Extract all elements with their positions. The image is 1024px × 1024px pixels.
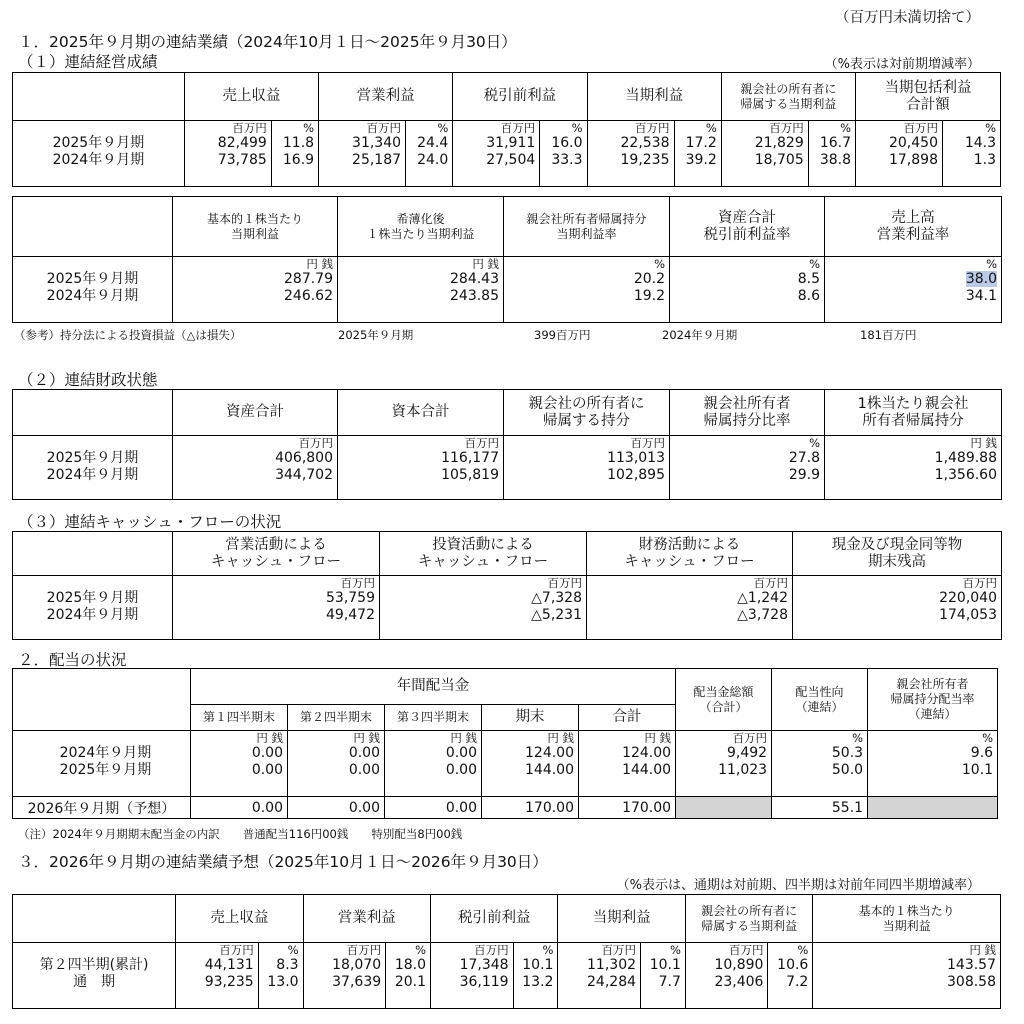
forecast-q3: 0.00 — [385, 797, 482, 819]
col-basic-eps: 基本的１株当たり 当期利益 — [173, 197, 338, 257]
col-equity-ratio: 親会社所有者 帰属持分比率 — [670, 390, 825, 436]
total-values: 円 銭 124.00 144.00 — [579, 731, 676, 797]
comprehensive-pct: % 14.3 1.3 — [942, 121, 1000, 187]
operating-pct: % 18.0 20.1 — [386, 943, 431, 1009]
dividends-title: ２．配当の状況 — [18, 651, 127, 669]
comprehensive-values: 百万円 20,450 17,898 — [856, 121, 943, 187]
col-net-profit: 当期利益 — [558, 895, 685, 943]
operating-values: 百万円 18,070 37,639 — [303, 943, 386, 1009]
roa-values: % 8.5 8.6 — [670, 257, 825, 323]
q1-values: 円 銭 0.00 0.00 — [191, 731, 288, 797]
forecast-payout-ratio: 55.1 — [772, 797, 868, 819]
pretax-values: 百万円 17,348 36,119 — [431, 943, 514, 1009]
col-payout-ratio: 配当性向 （連結） — [772, 669, 868, 731]
operating-values: 百万円 31,340 25,187 — [319, 121, 406, 187]
row-labels: 2025年９月期 2024年９月期 — [13, 257, 173, 323]
col-roa: 資産合計 税引前利益率 — [670, 197, 825, 257]
ref-period-1: 2025年９月期 — [338, 328, 414, 342]
ref-value-2: 181百万円 — [860, 328, 917, 342]
total-dividends-values: 百万円 9,492 11,023 — [676, 731, 772, 797]
cash-flow-title: （３）連結キャッシュ・フローの状況 — [18, 513, 282, 531]
col-equity-attrib-owners: 親会社の所有者に 帰属する持分 — [504, 390, 670, 436]
cash-balance-values: 百万円 220,040 174,053 — [793, 576, 1002, 640]
col-comprehensive-income: 当期包括利益 合計額 — [856, 73, 1001, 121]
revenue-values: 百万円 44,131 93,235 — [176, 943, 259, 1009]
highlighted-value: 38.0 — [965, 271, 997, 287]
row-labels: 2025年９月期 2024年９月期 — [13, 576, 173, 640]
operating-cf-values: 百万円 53,759 49,472 — [173, 576, 380, 640]
col-year-end: 期末 — [482, 705, 579, 731]
total-assets-values: 百万円 406,800 344,702 — [173, 436, 338, 500]
financing-cf-values: 百万円 △1,242 △3,728 — [587, 576, 793, 640]
per-share-table — [12, 196, 1002, 323]
forecast-total: 170.00 — [579, 797, 676, 819]
col-q2-end: 第２四半期末 — [288, 705, 385, 731]
col-revenue: 売上収益 — [184, 73, 318, 121]
eps-values: 円 銭 143.57 308.58 — [813, 943, 1001, 1009]
net-values: 百万円 11,302 24,284 — [558, 943, 641, 1009]
year-end-values: 円 銭 124.00 144.00 — [482, 731, 579, 797]
q3-values: 円 銭 0.00 0.00 — [385, 731, 482, 797]
col-financing-cf: 財務活動による キャッシュ・フロー — [587, 532, 793, 576]
revenue-pct: % 11.8 16.9 — [271, 121, 318, 187]
attrib-pct: % 10.6 7.2 — [768, 943, 813, 1009]
col-operating-profit: 営業利益 — [303, 895, 430, 943]
col-total-equity: 資本合計 — [338, 390, 504, 436]
col-operating-cf: 営業活動による キャッシュ・フロー — [173, 532, 380, 576]
financial-position-title: （２）連結財政状態 — [18, 371, 158, 389]
equity-attrib-values: 百万円 113,013 102,895 — [504, 436, 670, 500]
col-pretax-profit: 税引前利益 — [453, 73, 587, 121]
forecast-year-end: 170.00 — [482, 797, 579, 819]
operating-results-table — [12, 72, 1001, 187]
col-investing-cf: 投資活動による キャッシュ・フロー — [380, 532, 587, 576]
col-q1-end: 第１四半期末 — [191, 705, 288, 731]
roe-values: % 20.2 19.2 — [504, 257, 670, 323]
attrib-pct: % 16.7 38.8 — [808, 121, 855, 187]
equity-ratio-values: % 27.8 29.9 — [670, 436, 825, 500]
operating-margin-values: % 38.0 34.1 — [825, 257, 1002, 323]
col-roe: 親会社所有者帰属持分 当期利益率 — [504, 197, 670, 257]
col-operating-margin: 売上高 営業利益率 — [825, 197, 1002, 257]
pct-note: （%表示は対前期増減率） — [824, 57, 980, 72]
forecast-pct-note: （%表示は、通期は対前期、四半期は対前年同四半期増減率） — [616, 878, 980, 893]
col-bps: 1株当たり親会社 所有者帰属持分 — [825, 390, 1002, 436]
q2-values: 円 銭 0.00 0.00 — [288, 731, 385, 797]
row-labels: 2025年９月期 2024年９月期 — [13, 121, 185, 187]
operating-pct: % 24.4 24.0 — [406, 121, 453, 187]
corner-cell — [13, 532, 173, 576]
col-total: 合計 — [579, 705, 676, 731]
section-1-title: １．2025年９月期の連結業績（2024年10月１日～2025年９月30日） — [18, 33, 517, 51]
corner-cell — [13, 895, 176, 943]
ref-value-1: 399百万円 — [534, 328, 591, 342]
forecast-total-dividends — [676, 797, 772, 819]
col-revenue: 売上収益 — [176, 895, 303, 943]
pretax-pct: % 10.1 13.2 — [513, 943, 558, 1009]
dividends-table — [12, 668, 998, 819]
pretax-values: 百万円 31,911 27,504 — [453, 121, 540, 187]
net-values: 百万円 22,538 19,235 — [587, 121, 674, 187]
diluted-eps-values: 円 銭 284.43 243.85 — [338, 257, 504, 323]
row-labels: 2025年９月期 2024年９月期 — [13, 436, 173, 500]
cash-flow-table — [12, 531, 1002, 640]
corner-cell — [13, 73, 185, 121]
attrib-values: 百万円 21,829 18,705 — [721, 121, 808, 187]
corner-cell — [13, 390, 173, 436]
doe-values: % 9.6 10.1 — [868, 731, 998, 797]
forecast-table — [12, 894, 1001, 1009]
corner-cell — [13, 197, 173, 257]
forecast-title: ３．2026年９月期の連結業績予想（2025年10月１日～2026年９月30日） — [18, 853, 548, 871]
col-annual-dividends: 年間配当金 — [191, 669, 676, 705]
col-net-profit: 当期利益 — [587, 73, 721, 121]
revenue-pct: % 8.3 13.0 — [258, 943, 303, 1009]
pretax-pct: % 16.0 33.3 — [540, 121, 587, 187]
col-doe: 親会社所有者 帰属持分配当率 （連結） — [868, 669, 998, 731]
bps-values: 円 銭 1,489.88 1,356.60 — [825, 436, 1002, 500]
col-basic-eps: 基本的１株当たり 当期利益 — [813, 895, 1001, 943]
corner-cell — [13, 669, 191, 731]
net-pct: % 17.2 39.2 — [674, 121, 721, 187]
total-equity-values: 百万円 116,177 105,819 — [338, 436, 504, 500]
forecast-row-label: 2026年９月期（予想） — [13, 797, 191, 819]
forecast-doe — [868, 797, 998, 819]
net-pct: % 10.1 7.7 — [641, 943, 686, 1009]
ref-period-2: 2024年９月期 — [662, 328, 738, 342]
col-profit-attrib-owners: 親会社の所有者に 帰属する当期利益 — [721, 73, 855, 121]
revenue-values: 百万円 82,499 73,785 — [184, 121, 271, 187]
col-q3-end: 第３四半期末 — [385, 705, 482, 731]
dividend-note: （注）2024年９月期期末配当金の内訳 普通配当116円00銭 特別配当8円00銭 — [18, 827, 463, 841]
row-labels: 第２四半期(累計) 通 期 — [13, 943, 176, 1009]
forecast-q1: 0.00 — [191, 797, 288, 819]
forecast-q2: 0.00 — [288, 797, 385, 819]
col-total-dividends: 配当金総額 （合計） — [676, 669, 772, 731]
attrib-values: 百万円 10,890 23,406 — [685, 943, 768, 1009]
col-pretax-profit: 税引前利益 — [431, 895, 558, 943]
payout-ratio-values: % 50.3 50.0 — [772, 731, 868, 797]
col-profit-attrib-owners: 親会社の所有者に 帰属する当期利益 — [685, 895, 812, 943]
financial-position-table — [12, 389, 1002, 500]
col-diluted-eps: 希薄化後 １株当たり当期利益 — [338, 197, 504, 257]
row-labels: 2024年９月期 2025年９月期 — [13, 731, 191, 797]
basic-eps-values: 円 銭 287.79 246.62 — [173, 257, 338, 323]
col-cash-balance: 現金及び現金同等物 期末残高 — [793, 532, 1002, 576]
col-total-assets: 資産合計 — [173, 390, 338, 436]
unit-note: （百万円未満切捨て） — [835, 10, 980, 26]
equity-method-note: （参考）持分法による投資損益（△は損失） — [14, 328, 242, 342]
investing-cf-values: 百万円 △7,328 △5,231 — [380, 576, 587, 640]
operating-results-title: （１）連結経営成績 — [18, 53, 158, 71]
col-operating-profit: 営業利益 — [319, 73, 453, 121]
